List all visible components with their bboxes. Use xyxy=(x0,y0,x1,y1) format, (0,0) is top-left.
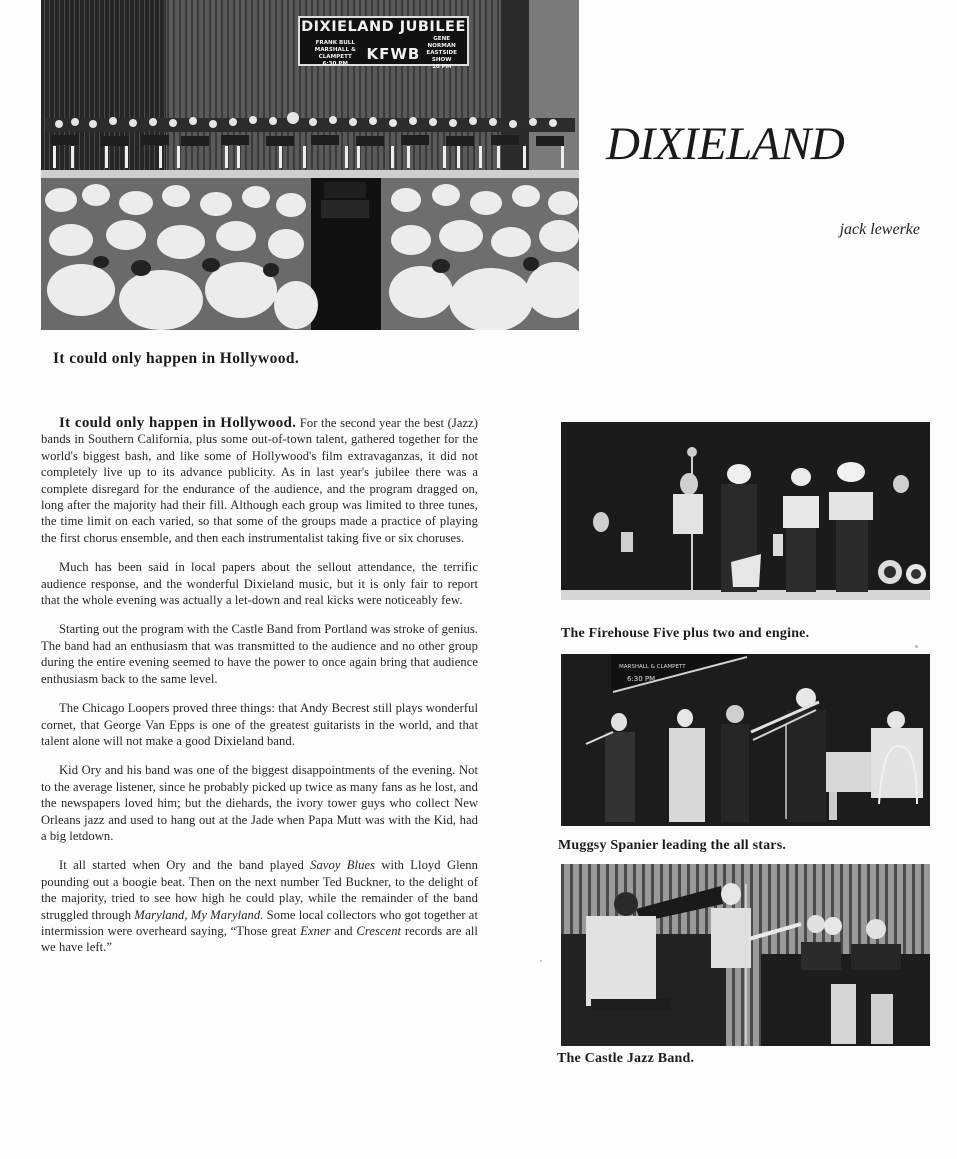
italic-title: Savoy Blues xyxy=(310,858,376,873)
italic-title: Exner xyxy=(300,923,331,938)
text-run: The Chicago Loopers proved three things: that Andy Becrest still plays wonderful cornet, that George Van Epps is one of the greatest guitarists in the world, and that talent alone will not make a good Dixieland band. xyxy=(41,701,478,748)
banner-text: MARSHALL & CLAMPETT xyxy=(619,664,686,670)
article-paragraph xyxy=(41,621,478,687)
muggsy-photo-illustration xyxy=(561,654,930,826)
banner-right-text xyxy=(420,36,463,71)
article-paragraph xyxy=(41,700,478,749)
print-speck xyxy=(915,645,918,648)
banner-left-line: 6:30 PM xyxy=(322,60,348,67)
photo-firehouse-five xyxy=(561,422,930,600)
banner-title: DIXIELAND JUBILEE xyxy=(301,19,466,35)
text-run: and xyxy=(330,923,357,938)
print-speck xyxy=(540,960,542,962)
banner-text: 6:30 PM xyxy=(627,675,656,683)
banner-left-line: MARSHALL & CLAMPETT xyxy=(314,46,356,60)
text-run: Some local collectors who got together at intermission were overheard saying, “Those great xyxy=(41,907,478,938)
caption-muggsy-spanier: Muggsy Spanier leading the all stars. xyxy=(558,838,787,853)
left-curtain xyxy=(41,0,166,175)
article-body xyxy=(41,415,478,969)
caption-castle-jazz-band: The Castle Jazz Band. xyxy=(557,1051,695,1066)
article-title: DIXIELAND xyxy=(606,118,845,170)
italic-title: Crescent xyxy=(356,923,402,938)
banner-call-sign: KFWB xyxy=(366,44,421,63)
hero-photo-dixieland-jubilee-stage xyxy=(41,0,579,330)
article-lead-in: It could only happen in Hollywood. xyxy=(59,415,297,431)
pianist xyxy=(586,916,656,1006)
author-byline: jack lewerke xyxy=(839,221,920,238)
pull-quote: It could only happen in Hollywood. xyxy=(53,350,300,367)
text-run: For the second year the best (Jazz) bands in Southern California, plus some out-of-town talent, gathered together for the world's biggest bash, and like some of Hollywood's film extravaganzas, it did not completely live up to its advance publicity. As in last year's jubilee there was a complete disregard for the endurance of the audience, and the program dragged on, long after the majority had their fill. Although each group was limited to three tunes, the time limit on each varied, so that some of the groups made a practice of playing the first chorus ensemble, and then each instrumentalist taking five or six choruses. xyxy=(41,416,478,545)
firehouse-photo-illustration xyxy=(561,422,930,600)
text-run: It all started when Ory and the band played xyxy=(59,858,311,873)
banner-left-text xyxy=(304,40,366,68)
photo-castle-jazz-band xyxy=(561,864,930,1046)
stage-edge xyxy=(41,170,579,178)
text-run: Much has been said in local papers about the sellout attendance, the terrific audience response, and the wonderful Dixieland music, but it is only fair to report that the whole evening was actually a let-down and real kicks were noticeably few. xyxy=(41,560,478,608)
banner-right-line: GENE NORMAN xyxy=(427,36,456,49)
banner-right-line: EASTSIDE SHOW xyxy=(426,50,457,63)
text-run: records are all we have left.” xyxy=(41,923,478,955)
article-paragraph xyxy=(41,415,478,546)
italic-title: Maryland, My Maryland. xyxy=(134,907,264,922)
caption-firehouse-five: The Firehouse Five plus two and engine. xyxy=(561,626,810,641)
article-paragraph xyxy=(41,559,478,608)
article-paragraph xyxy=(41,762,478,844)
castle-photo-illustration xyxy=(561,864,930,1046)
text-run: Starting out the program with the Castle Band from Portland was stroke of genius. The band had an enthusiasm that was transmitted to the audience and no other group during the entire evening seemed to have the power to once again bring that audience enthusiasm back to the same level. xyxy=(41,622,478,686)
banner-right-line: 10 PM xyxy=(431,64,452,70)
text-run: Kid Ory and his band was one of the biggest disappointments of the evening. Not to the average listener, since he probably picked up twice as many fans as he lost, and the newspapers loved him; but the diehards, the ivory tower guys who collect New Orleans jazz and used to hang out at the Jade when Papa Mutt was with the Kid, had a big letdown. xyxy=(41,763,478,843)
audience xyxy=(41,178,579,330)
photo-muggsy-spanier xyxy=(561,654,930,826)
text-run: with Lloyd Glenn pounding out a boogie beat. Then on the next number Ted Buckner, to the delight of the majority, tried to see how high he could play, while the remainder of the band struggled through xyxy=(41,858,478,922)
article-paragraph xyxy=(41,857,478,955)
banner-left-line: FRANK BULL xyxy=(315,39,355,46)
dixieland-jubilee-banner xyxy=(298,16,469,70)
